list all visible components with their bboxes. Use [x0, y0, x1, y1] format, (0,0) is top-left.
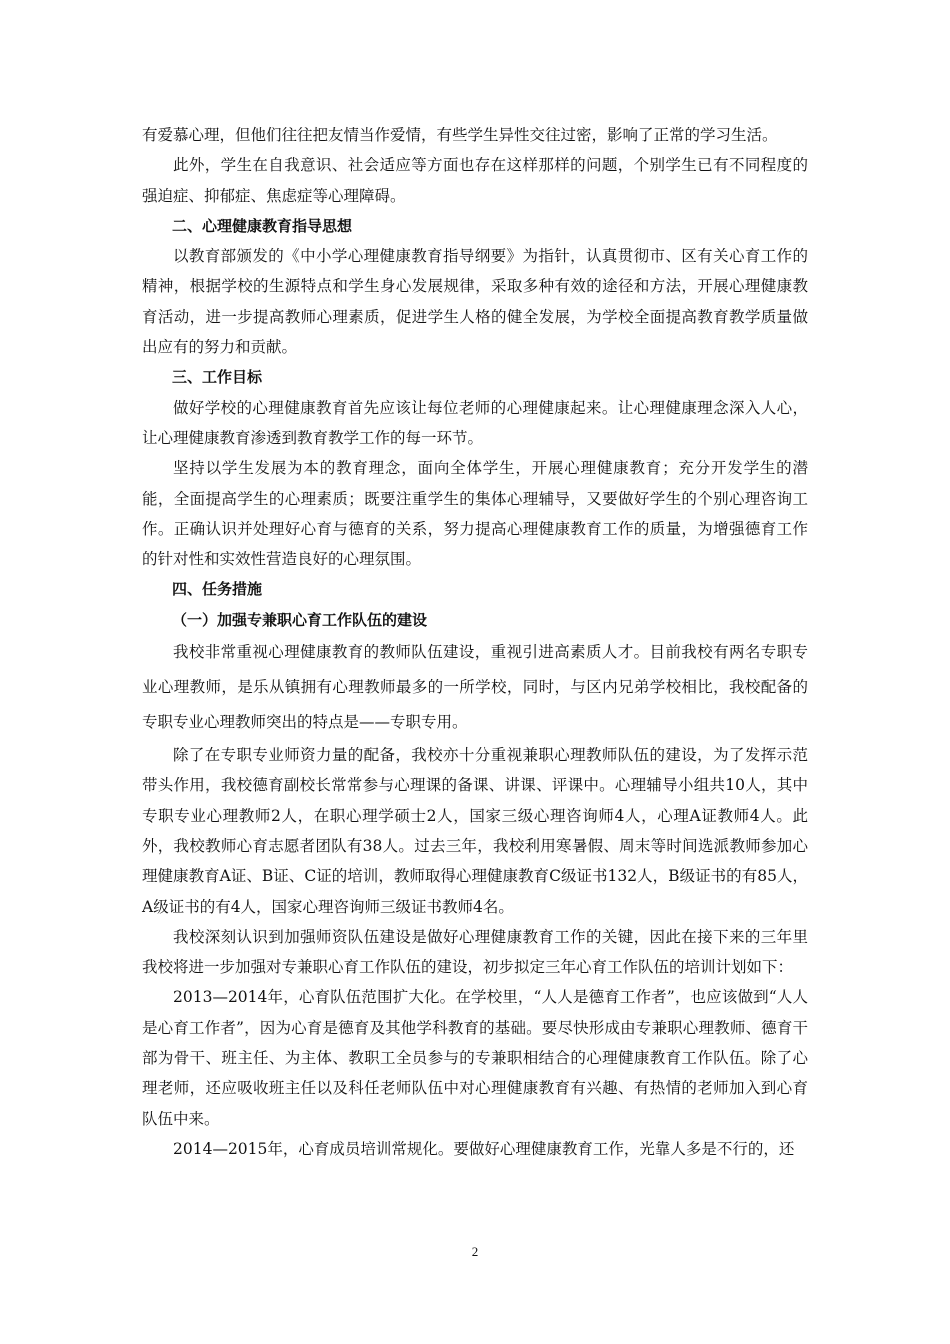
paragraph: 我校深刻认识到加强师资队伍建设是做好心理健康教育工作的关键，因此在接下来的三年里我校将进一步加强对专兼职心育工作队伍的建设，初步拟定三年心育工作队伍的培训计划如下：: [142, 927, 808, 977]
paragraph: 我校非常重视心理健康教育的教师队伍建设，重视引进高素质人才。目前我校有两名专职专业心理教师，是乐从镇拥有心理教师最多的一所学校，同时，与区内兄弟学校相比，我校配备的专职专业心理教师突出的特点是——专职专用。: [142, 643, 808, 732]
paragraph: 除了在专职专业师资力量的配备，我校亦十分重视兼职心理教师队伍的建设，为了发挥示范带头作用，我校德育副校长常常参与心理课的备课、讲课、评课中。心理辅导小组共10人，其中专职专业心理教师2人，在职心理学硕士2人，国家三级心理咨询师4人，心理A证教师4人。此外，我校教师心育志愿者团队有38人。过去三年，我校利用寒暑假、周末等时间选派教师参加心理健康教育A证、B证、C证的培训，教师取得心理健康教育C级证书132人，B级证书的有85人，A级证书的有4人，国家心理咨询师三级证书教师4名。: [142, 746, 808, 916]
paragraph: 有爱慕心理，但他们往往把友情当作爱情，有些学生异性交往过密，影响了正常的学习生活。: [142, 126, 778, 144]
document-body: [142, 120, 808, 1164]
subsection-heading: （一）加强专兼职心育工作队伍的建设: [172, 610, 428, 629]
page-number: 2: [471, 1244, 479, 1259]
paragraph: 2013—2014年，心育队伍范围扩大化。在学校里，“人人是德育工作者”，也应该做到“人人是心育工作者”，因为心育是德育及其他学科教育的基础。要尽快形成由专兼职心理教师、德育干部为骨干、班主任、为主体、教职工全员参与的专兼职相结合的心理健康教育工作队伍。除了心理老师，还应吸收班主任以及科任老师队伍中对心理健康教育有兴趣、有热情的老师加入到心育队伍中来。: [142, 988, 808, 1128]
section-heading: 三、工作目标: [172, 368, 263, 387]
paragraph: 此外，学生在自我意识、社会适应等方面也存在这样那样的问题，个别学生已有不同程度的强迫症、抑郁症、焦虑症等心理障碍。: [142, 156, 808, 205]
section-heading: 四、任务措施: [172, 580, 263, 599]
paragraph: 2014—2015年，心育成员培训常规化。要做好心理健康教育工作，光靠人多是不行的，还: [173, 1139, 795, 1158]
paragraph: 坚持以学生发展为本的教育理念，面向全体学生，开展心理健康教育；充分开发学生的潜能，全面提高学生的心理素质；既要注重学生的集体心理辅导，又要做好学生的个别心理咨询工作。正确认识并处理好心育与德育的关系，努力提高心理健康教育工作的质量，为增强德育工作的针对性和实效性营造良好的心理氛围。: [142, 459, 808, 569]
paragraph: 做好学校的心理健康教育首先应该让每位老师的心理健康起来。让心理健康理念深入人心，让心理健康教育渗透到教育教学工作的每一环节。: [142, 398, 808, 447]
section-heading: 二、心理健康教育指导思想: [172, 216, 353, 235]
paragraph: 以教育部颁发的《中小学心理健康教育指导纲要》为指针，认真贯彻市、区有关心育工作的精神，根据学校的生源特点和学生身心发展规律，采取多种有效的途径和方法，开展心理健康教育活动，进一步提高教师心理素质，促进学生人格的健全发展，为学校全面提高教育教学质量做出应有的努力和贡献。: [142, 247, 808, 357]
